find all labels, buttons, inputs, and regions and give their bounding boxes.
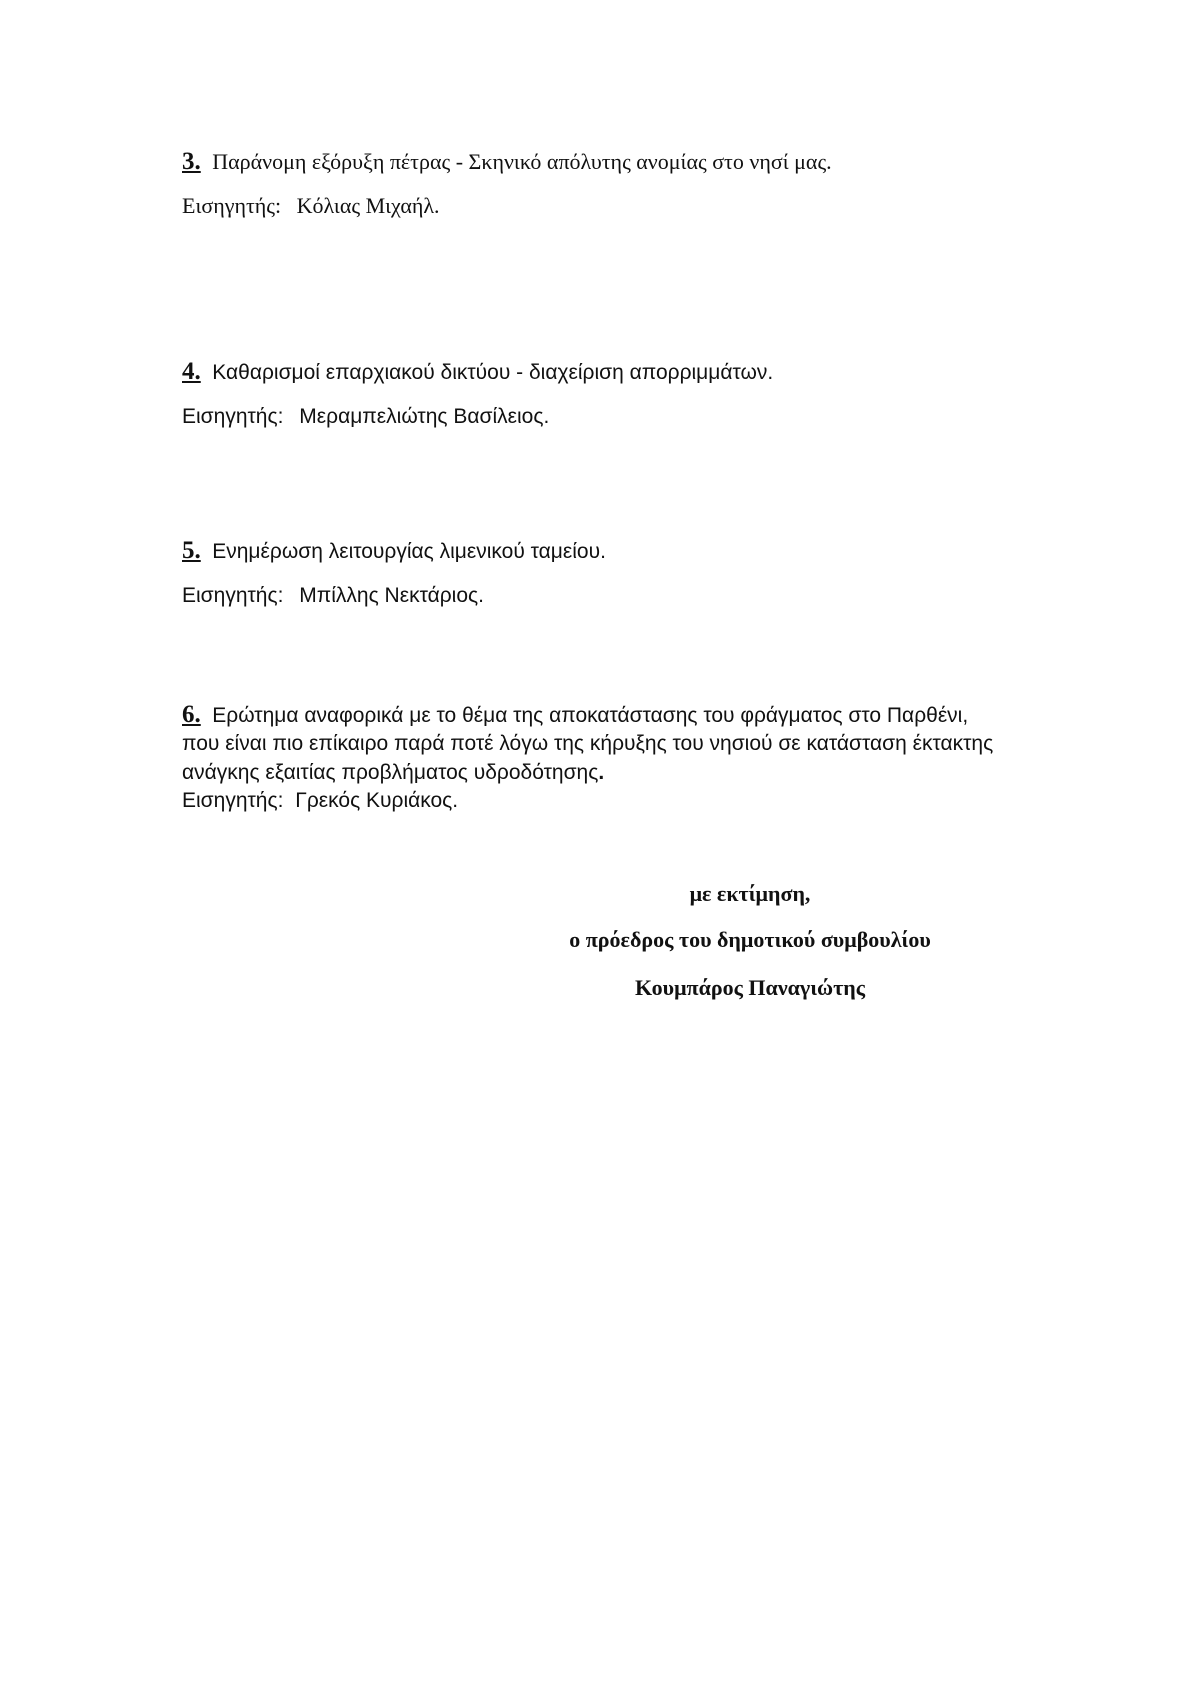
closing-greeting: με εκτίμηση, [689,881,811,906]
closing-name: Κουμπάρος Παναγιώτης [634,975,866,1000]
agenda-item-heading [182,701,1082,730]
presenter-label: Εισηγητής: [182,789,284,812]
presenter-name: Γρεκός Κυριάκος. [295,789,459,812]
item-title: Παράνομη εξόρυξη πέτρας - Σκηνικό απόλυτης ανομίας στο νησί μας. [212,149,832,174]
item-title-line-2: που είναι πιο επίκαιρο παρά ποτέ λόγω της κήρυξης του νησιού σε κατάσταση έκτακτης [182,732,994,755]
agenda-item-heading [182,537,1082,566]
item-title: Καθαρισμοί επαρχιακού δικτύου - διαχείριση απορριμμάτων. [212,361,774,384]
agenda-item-heading [182,358,1082,387]
presenter-line [182,192,1082,220]
presenter-label: Εισηγητής: [182,193,282,218]
agenda-item-heading [182,148,1082,176]
agenda-item-4 [182,358,1082,431]
item-title-line-3-wrap [182,758,1082,787]
presenter-line [182,582,1082,610]
item-number: 3. [182,148,201,175]
item-number: 5. [182,537,201,564]
presenter-label: Εισηγητής: [182,584,284,607]
item-title-end: . [598,761,605,784]
presenter-name: Μπίλλης Νεκτάριος. [299,584,484,607]
presenter-line [182,787,1082,815]
presenter-label: Εισηγητής: [182,405,284,428]
agenda-item-5 [182,537,1082,610]
presenter-line [182,403,1082,431]
item-number: 4. [182,358,201,385]
item-title-line-1: Ερώτημα αναφορικά με το θέμα της αποκατάστασης του φράγματος στο Παρθένι, [212,704,969,727]
item-title-line-3: ανάγκης εξαιτίας προβλήματος υδροδότησης [182,761,599,784]
closing-role: ο πρόεδρος του δημοτικού συμβουλίου [569,927,931,952]
presenter-name: Μεραμπελιώτης Βασίλειος. [299,405,550,428]
presenter-name: Κόλιας Μιχαήλ. [296,193,440,218]
item-title: Ενημέρωση λειτουργίας λιμενικού ταμείου. [212,540,606,563]
agenda-item-6 [182,701,1082,815]
agenda-item-3 [182,148,1082,220]
item-number: 6. [182,701,201,728]
